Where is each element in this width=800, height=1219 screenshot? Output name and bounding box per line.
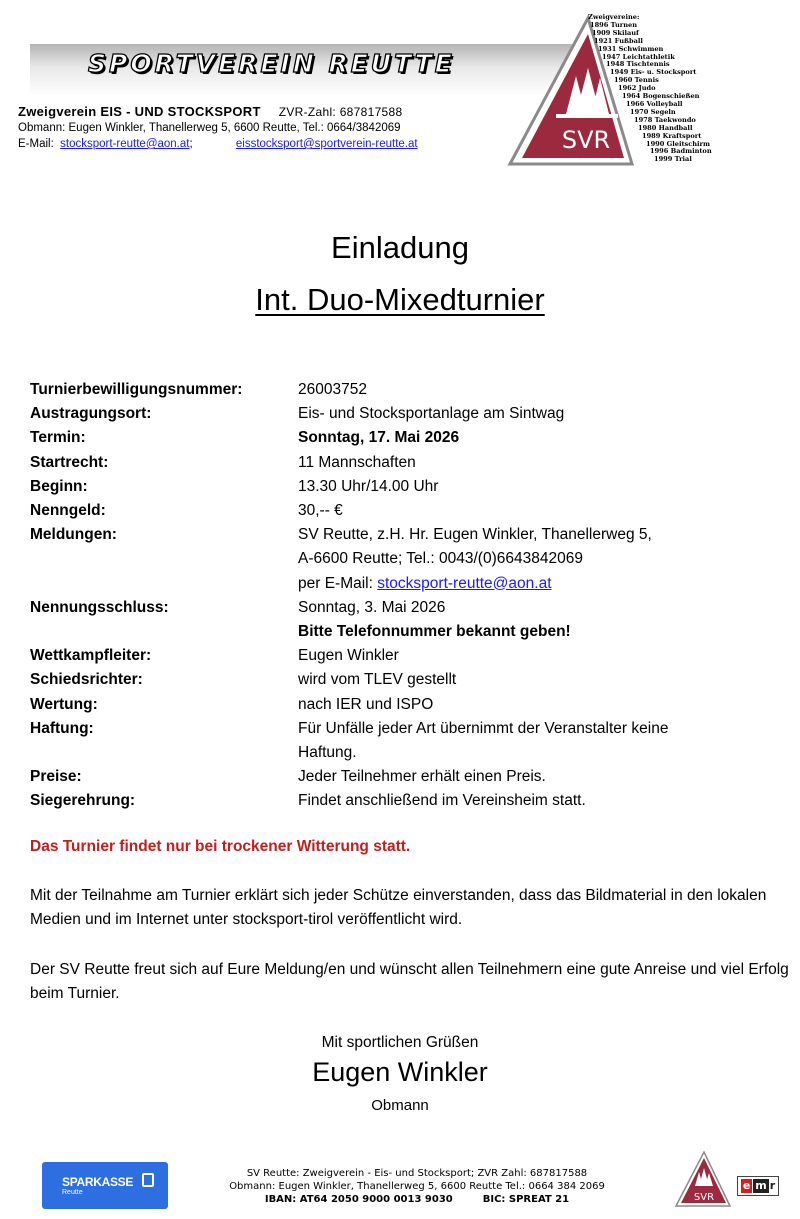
history-item: 1962 Judo <box>618 84 656 93</box>
club-name-banner: SPORTVEREIN REUTTE <box>88 49 455 78</box>
tournament-info <box>30 378 790 814</box>
info-value: 26003752 <box>298 381 367 398</box>
branch-history-list <box>588 14 798 164</box>
info-row-meldungen <box>30 523 790 596</box>
signature-name: Eugen Winkler <box>312 1057 488 1087</box>
history-item: 1909 Skilauf <box>592 28 639 37</box>
info-value: A-6600 Reutte; Tel.: 0043/(0)6643842069 <box>298 550 583 568</box>
info-label: Meldungen: <box>30 526 117 544</box>
info-label: Nenngeld: <box>30 502 106 520</box>
emr-m: m <box>755 1179 767 1192</box>
info-value: Haftung. <box>298 744 357 762</box>
info-label: Beginn: <box>30 477 88 495</box>
info-label: Austragungsort: <box>30 405 152 423</box>
weather-warning: Das Turnier findet nur bei trockener Witterung statt. <box>30 838 411 855</box>
footer-line-2: Obmann: Eugen Winkler, Thanellerweg 5, 6600 Reutte Tel.: 0664 384 2069 <box>229 1181 605 1192</box>
info-value: wird vom TLEV gestellt <box>298 671 457 689</box>
history-item: 1978 Taekwondo <box>634 115 696 124</box>
info-row-schiedsrichter <box>30 668 790 692</box>
info-value: SV Reutte, z.H. Hr. Eugen Winkler, Thanellerweg 5, <box>298 526 652 544</box>
info-value: Findet anschließend im Vereinsheim statt. <box>298 792 586 810</box>
header-email-link-2[interactable]: eisstocksport@sportverein-reutte.at <box>235 138 418 150</box>
info-label: Nennungsschluss: <box>30 598 169 616</box>
history-title: Zweigvereine: <box>588 13 640 21</box>
svr-logo-text: SVR <box>561 126 611 154</box>
emr-e: e <box>742 1179 751 1192</box>
info-row-haftung <box>30 717 790 765</box>
history-item: 1989 Kraftsport <box>642 131 702 140</box>
history-item: 1966 Volleyball <box>626 99 683 108</box>
info-value: 30,-- € <box>298 502 343 520</box>
history-item: 1896 Turnen <box>590 20 637 29</box>
info-value: Eugen Winkler <box>298 647 399 665</box>
footer-iban: IBAN: AT64 2050 9000 0013 9030 <box>264 1194 453 1205</box>
header-email-link-1[interactable]: stocksport-reutte@aon.at <box>60 138 190 150</box>
svr-small-logo-icon <box>674 1150 732 1208</box>
signature-role: Obmann <box>371 1097 429 1114</box>
footer-bank-details <box>182 1194 652 1206</box>
info-note: Bitte Telefonnummer bekannt geben! <box>298 623 571 641</box>
info-label: Preise: <box>30 768 82 786</box>
info-row-preise <box>30 765 790 789</box>
tournament-title-text: Int. Duo-Mixedturnier <box>255 282 545 317</box>
info-label: Wettkampfleiter: <box>30 647 152 665</box>
sparkasse-s-icon <box>142 1173 154 1187</box>
header-branch <box>18 104 402 119</box>
history-item: 1964 Bogenschießen <box>622 92 700 101</box>
info-row-nenngeld <box>30 499 790 523</box>
history-item: 1970 Segeln <box>630 107 676 116</box>
info-row-siegerehrung <box>30 789 790 813</box>
info-label: Schiedsrichter: <box>30 671 143 689</box>
signature-greeting: Mit sportlichen Grüßen <box>321 1034 479 1051</box>
header-branch-name: Zweigverein EIS - UND STOCKSPORT <box>18 104 261 119</box>
header-email-separator: ; <box>189 138 193 150</box>
info-value: 11 Mannschaften <box>298 453 416 471</box>
history-item: 1931 Schwimmen <box>598 44 664 53</box>
history-item: 1948 Tischtennis <box>606 60 670 69</box>
emr-r: r <box>769 1179 776 1192</box>
invitation-title: Einladung <box>331 230 469 265</box>
email-prefix: per E-Mail: <box>298 574 378 592</box>
history-item: 1999 Trial <box>654 155 692 164</box>
header-email-label: E-Mail: <box>18 138 54 150</box>
info-label: Wertung: <box>30 695 98 713</box>
history-item: 1980 Handball <box>638 123 693 132</box>
info-label: Turnierbewilligungsnummer: <box>30 381 243 398</box>
header-emails <box>18 138 418 150</box>
info-value: Sonntag, 3. Mai 2026 <box>298 598 446 616</box>
history-item: 1949 Eis- u. Stocksport <box>610 68 697 77</box>
info-row-termin <box>30 426 790 450</box>
closing-paragraph: Der SV Reutte freut sich auf Eure Meldung/en und wünscht allen Teilnehmern eine gute Anreise und viel Erfolg beim Turnier. <box>30 961 789 1002</box>
media-consent-paragraph: Mit der Teilnahme am Turnier erklärt sich jeder Schütze einverstanden, dass das Bildmaterial in den lokalen Medien und im Internet unter stocksport-tirol veröffentlicht wird. <box>30 887 767 928</box>
info-value: Jeder Teilnehmer erhält einen Preis. <box>298 768 546 786</box>
info-label: Haftung: <box>30 719 94 737</box>
sparkasse-logo <box>42 1162 168 1209</box>
emr-logo <box>737 1176 779 1196</box>
info-row-wettkampfleiter <box>30 644 790 668</box>
history-item: 1996 Badminton <box>650 147 712 156</box>
info-label: Termin: <box>30 429 86 447</box>
info-value: 13.30 Uhr/14.00 Uhr <box>298 477 439 495</box>
info-row-bewilligung <box>30 378 790 402</box>
history-item: 1960 Tennis <box>614 76 659 85</box>
history-item: 1947 Leichtathletik <box>602 52 675 61</box>
tournament-title <box>0 282 800 318</box>
header-contact: Obmann: Eugen Winkler, Thanellerweg 5, 6600 Reutte, Tel.: 0664/3842069 <box>18 122 401 134</box>
registration-email-link[interactable]: stocksport-reutte@aon.at <box>377 574 552 592</box>
info-row-wertung <box>30 693 790 717</box>
info-value: Sonntag, 17. Mai 2026 <box>298 429 460 447</box>
info-value: nach IER und ISPO <box>298 695 434 713</box>
header-zvr: ZVR-Zahl: 687817588 <box>278 105 403 119</box>
footer-bic: BIC: SPREAT 21 <box>482 1194 570 1205</box>
sparkasse-sub: Reutte <box>62 1189 83 1196</box>
history-item: 1921 Fußball <box>594 36 643 45</box>
history-item: 1990 Gleitschirm <box>646 139 711 148</box>
info-value-email <box>298 572 790 596</box>
info-value: Eis- und Stocksportanlage am Sintwag <box>298 405 565 423</box>
svr-small-logo-text: SVR <box>693 1192 715 1203</box>
footer-line-1: SV Reutte: Zweigverein - Eis- und Stocksport; ZVR Zahl: 687817588 <box>246 1168 588 1179</box>
info-label: Startrecht: <box>30 453 109 471</box>
info-row-nennungsschluss <box>30 596 790 644</box>
info-row-startrecht <box>30 451 790 475</box>
info-row-ort <box>30 402 790 426</box>
info-value: Für Unfälle jeder Art übernimmt der Veranstalter keine <box>298 719 669 737</box>
info-row-beginn <box>30 475 790 499</box>
sparkasse-name: SPARKASSE <box>62 1175 134 1189</box>
info-label: Siegerehrung: <box>30 792 136 810</box>
